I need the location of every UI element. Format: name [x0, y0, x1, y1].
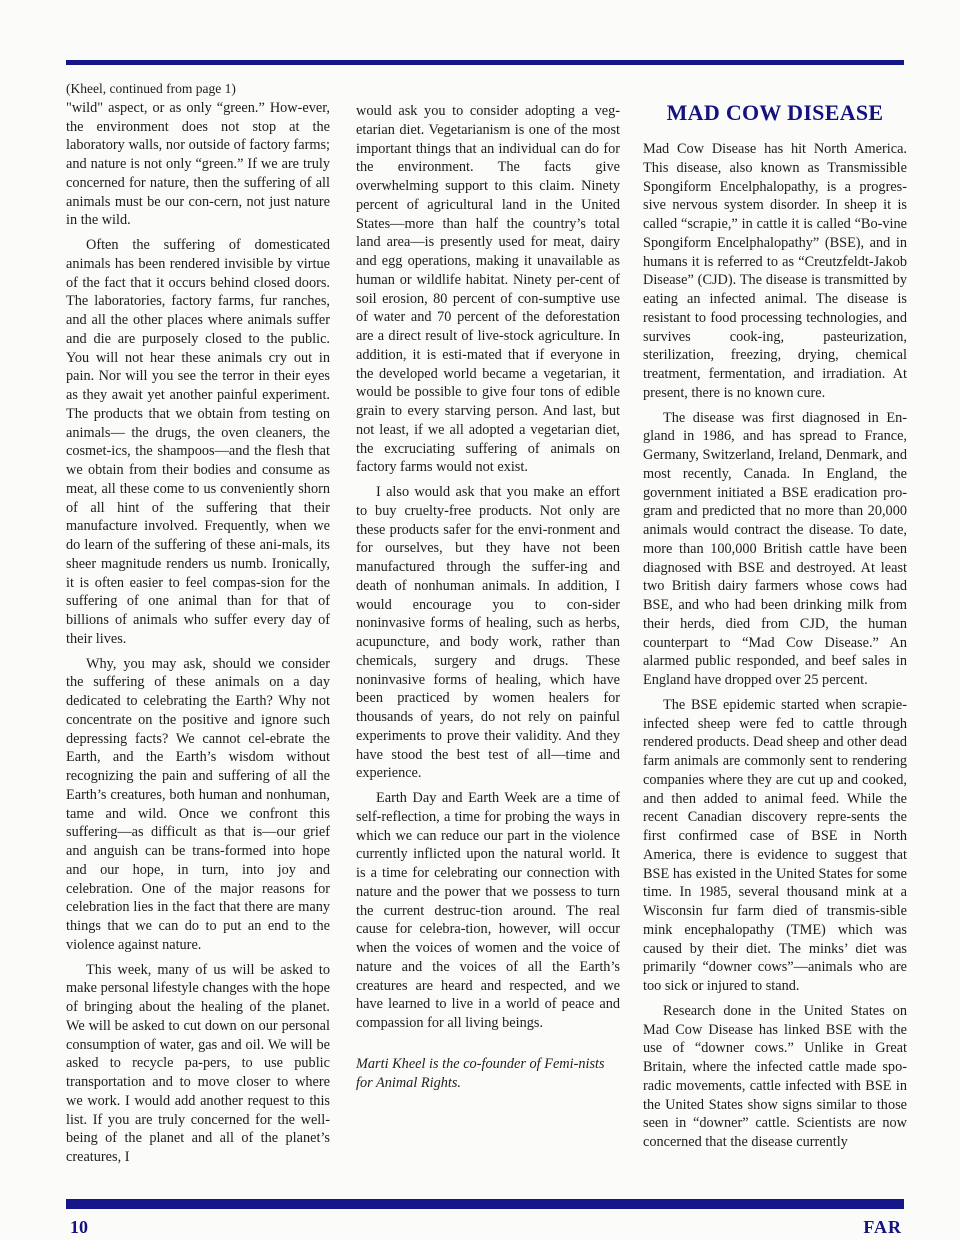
- page-number: 10: [70, 1217, 88, 1237]
- paragraph: I also would ask that you make an effort to buy cruelty-free products. Not only are these products safer for the envi-ronment and for ourselves, but they have not been manufactured through the suffer-ing and death of nonhuman animals. In addition, I would encourage you to con-sider noninvasive forms of healing, such as herbs, acupuncture, and body work, rather than chemicals, surgery and drugs. These noninvasive forms of healing, which have been practiced by women healers for thousands of years, do not rely on painful experiments to prove their validity. And they have stood the best test of all—time and experience.: [356, 484, 620, 782]
- paragraph: Why, you may ask, should we consider the suffering of these animals on a day dedicated to celebrating the Earth? Why not concentrate on the positive and ignore such depressing facts? We cannot cel-ebrate the Earth, and the Earth’s wisdom without recognizing the pain and suffering of all the Earth’s creatures, both human and nonhuman, tame and wild. Once we confront this suffering—as difficult as that is—our grief and anguish can be trans-formed into hope and our hope, in turn, into joy and celebration. One of the major reasons for celebration lies in the fact that there are many things that we can do to put an end to the violence against nature.: [66, 655, 330, 953]
- paragraph: This week, many of us will be asked to make personal lifestyle changes with the hope of bringing about the healing of the planet. We will be asked to cut down on our personal consumption of water, gas and oil. We will be asked to recycle pa-pers, to use public transportation and to move closer to where we work. I would add another request to this list. If you are truly concerned for the well-being of the planet and all of the planet’s creatures, I: [66, 961, 330, 1165]
- magazine-name: FAR: [863, 1217, 902, 1237]
- paragraph: Earth Day and Earth Week are a time of self-reflection, a time for probing the ways in which we can reduce our part in the violence currently inflicted upon the natural world. It is a time for celebrating our connection with nature and the power that we possess to turn the current destruc-tion around. The real cause for celebra-tion, however, will occur when the voices of women and the voice of nature and the voices of all the Earth’s creatures are heard and respected, and we have learned to live in a world of peace and compassion for all living beings.: [356, 790, 620, 1031]
- column-left: [66, 80, 330, 1167]
- paragraph: Often the suffering of domesticated animals has been rendered invisible by virtue of the fact that it occurs behind closed doors. The laboratories, factory farms, fur ranches, and all the other places where animals suffer and die are purposely closed to the public. You will not hear these animals cry out in pain. Nor will you see the terror in their eyes as they await yet another painful experiment. The products that we obtain from testing on animals— the drugs, the oven cleaners, the cosmet-ics, the shampoos—and the flesh that we obtain from their bodies and consume as meat, all these come to us conveniently shorn of all hint of the suffering that their manufacture involved. Frequently, when we do learn of the suffering of these ani-mals, its sheer magnitude renders us numb. Ironically, it is often easier to feel compas-sion for the suffering of one animal than for that of billions of animals who suffer every day of their lives.: [66, 237, 330, 647]
- author-byline: Marti Kheel is the co-founder of Femi-nists for Animal Rights.: [356, 1055, 605, 1091]
- bottom-rule: [66, 1199, 904, 1209]
- article-headline: MAD COW DISEASE: [666, 100, 884, 125]
- paragraph: would ask you to consider adopting a veg-etarian diet. Vegetarianism is one of the most important things that an individual can do for the environment. The facts give overwhelming support to this claim. Ninety percent of agricultural land in the United States—more than half the country’s total land area—is presently used for meat, dairy and egg operations, making it unavailable as human or wildlife habitat. Ninety per-cent of soil erosion, 80 percent of con-sumptive use of water and 70 percent of the deforestation are a direct result of live-stock agriculture. In addition, it is esti-mated that if everyone in the developed world became a vegetarian, it would be possible to give four tons of edible grain to every starving person. And last, but not least, if we all adopted a vegetarian diet, the excruciating suffering of animals on factory farms would not exist.: [356, 103, 620, 476]
- top-rule: [66, 60, 904, 65]
- paragraph: Research done in the United States on Mad Cow Disease has linked BSE with the use of “downer cows.” Unlike in Great Britain, where the infected cattle made spo-radic movements, cattle infected with BSE in the United States show signs similar to those seen in “downer” cattle. Scientists are now concerned that the disease currently: [643, 1002, 907, 1150]
- continuation-note: (Kheel, continued from page 1): [66, 81, 236, 96]
- column-middle: [356, 102, 620, 1092]
- paragraph: The BSE epidemic started when scrapie-infected sheep were fed to cattle through rendered products. Dead sheep and other dead farm animals are commonly sent to rendering companies where they are cut up and cooked, and then added to animal feed. While the recent Canadian discovery repre-sents the first confirmed case of BSE in North America, there is evidence to suggest that BSE has existed in the United States for some time. In 1985, several thousand mink at a Wisconsin fur farm died of transmis-sible mink encephalopathy (TME) which was caused by their diet. The minks’ diet was primarily “downer cows”—animals who are too sick or injured to stand.: [643, 696, 907, 994]
- paragraph: The disease was first diagnosed in En-gland in 1986, and has spread to France, Germany, Switzerland, Ireland, Denmark, and most recently, Canada. In England, the government initiated a BSE eradication pro-gram and predicted that no more than 20,000 animals would contract the disease. To date, more than 100,000 British cattle have been diagnosed with BSE and destroyed. At least two British dairy farmers whose cows had BSE, and who had been drinking milk from their herds, died from CJD, the human counterpart to “Mad Cow Disease.” An alarmed public responded, and beef sales in England have dropped over 25 percent.: [643, 409, 907, 688]
- paragraph: Mad Cow Disease has hit North America. This disease, also known as Transmissible Spongiform Encelphalopathy, is a progres-sive nervous system disorder. In sheep it is called “scrapie,” in cattle it is called “Bo-vine Spongiform Encelphalopathy” (BSE), and in humans it is referred to as “Creutzfeldt-Jakob Disease” (CJD). The disease is transmitted by eating an infected animal. The disease is resistant to food processing technologies, and survives cook-ing, pasteurization, sterilization, freezing, drying, chemical treatment, fermentation, and irradiation. At present, there is no known cure.: [643, 141, 907, 401]
- paragraph: "wild" aspect, or as only “green.” How-ever, the environment does not stop at the laboratory walls, nor outside of factory farms; and nature is not only “green.” If we are truly concerned for nature, then the suffering of all animals must be our con-cern, not just nature in the wild.: [66, 99, 330, 229]
- column-right: [643, 100, 907, 1152]
